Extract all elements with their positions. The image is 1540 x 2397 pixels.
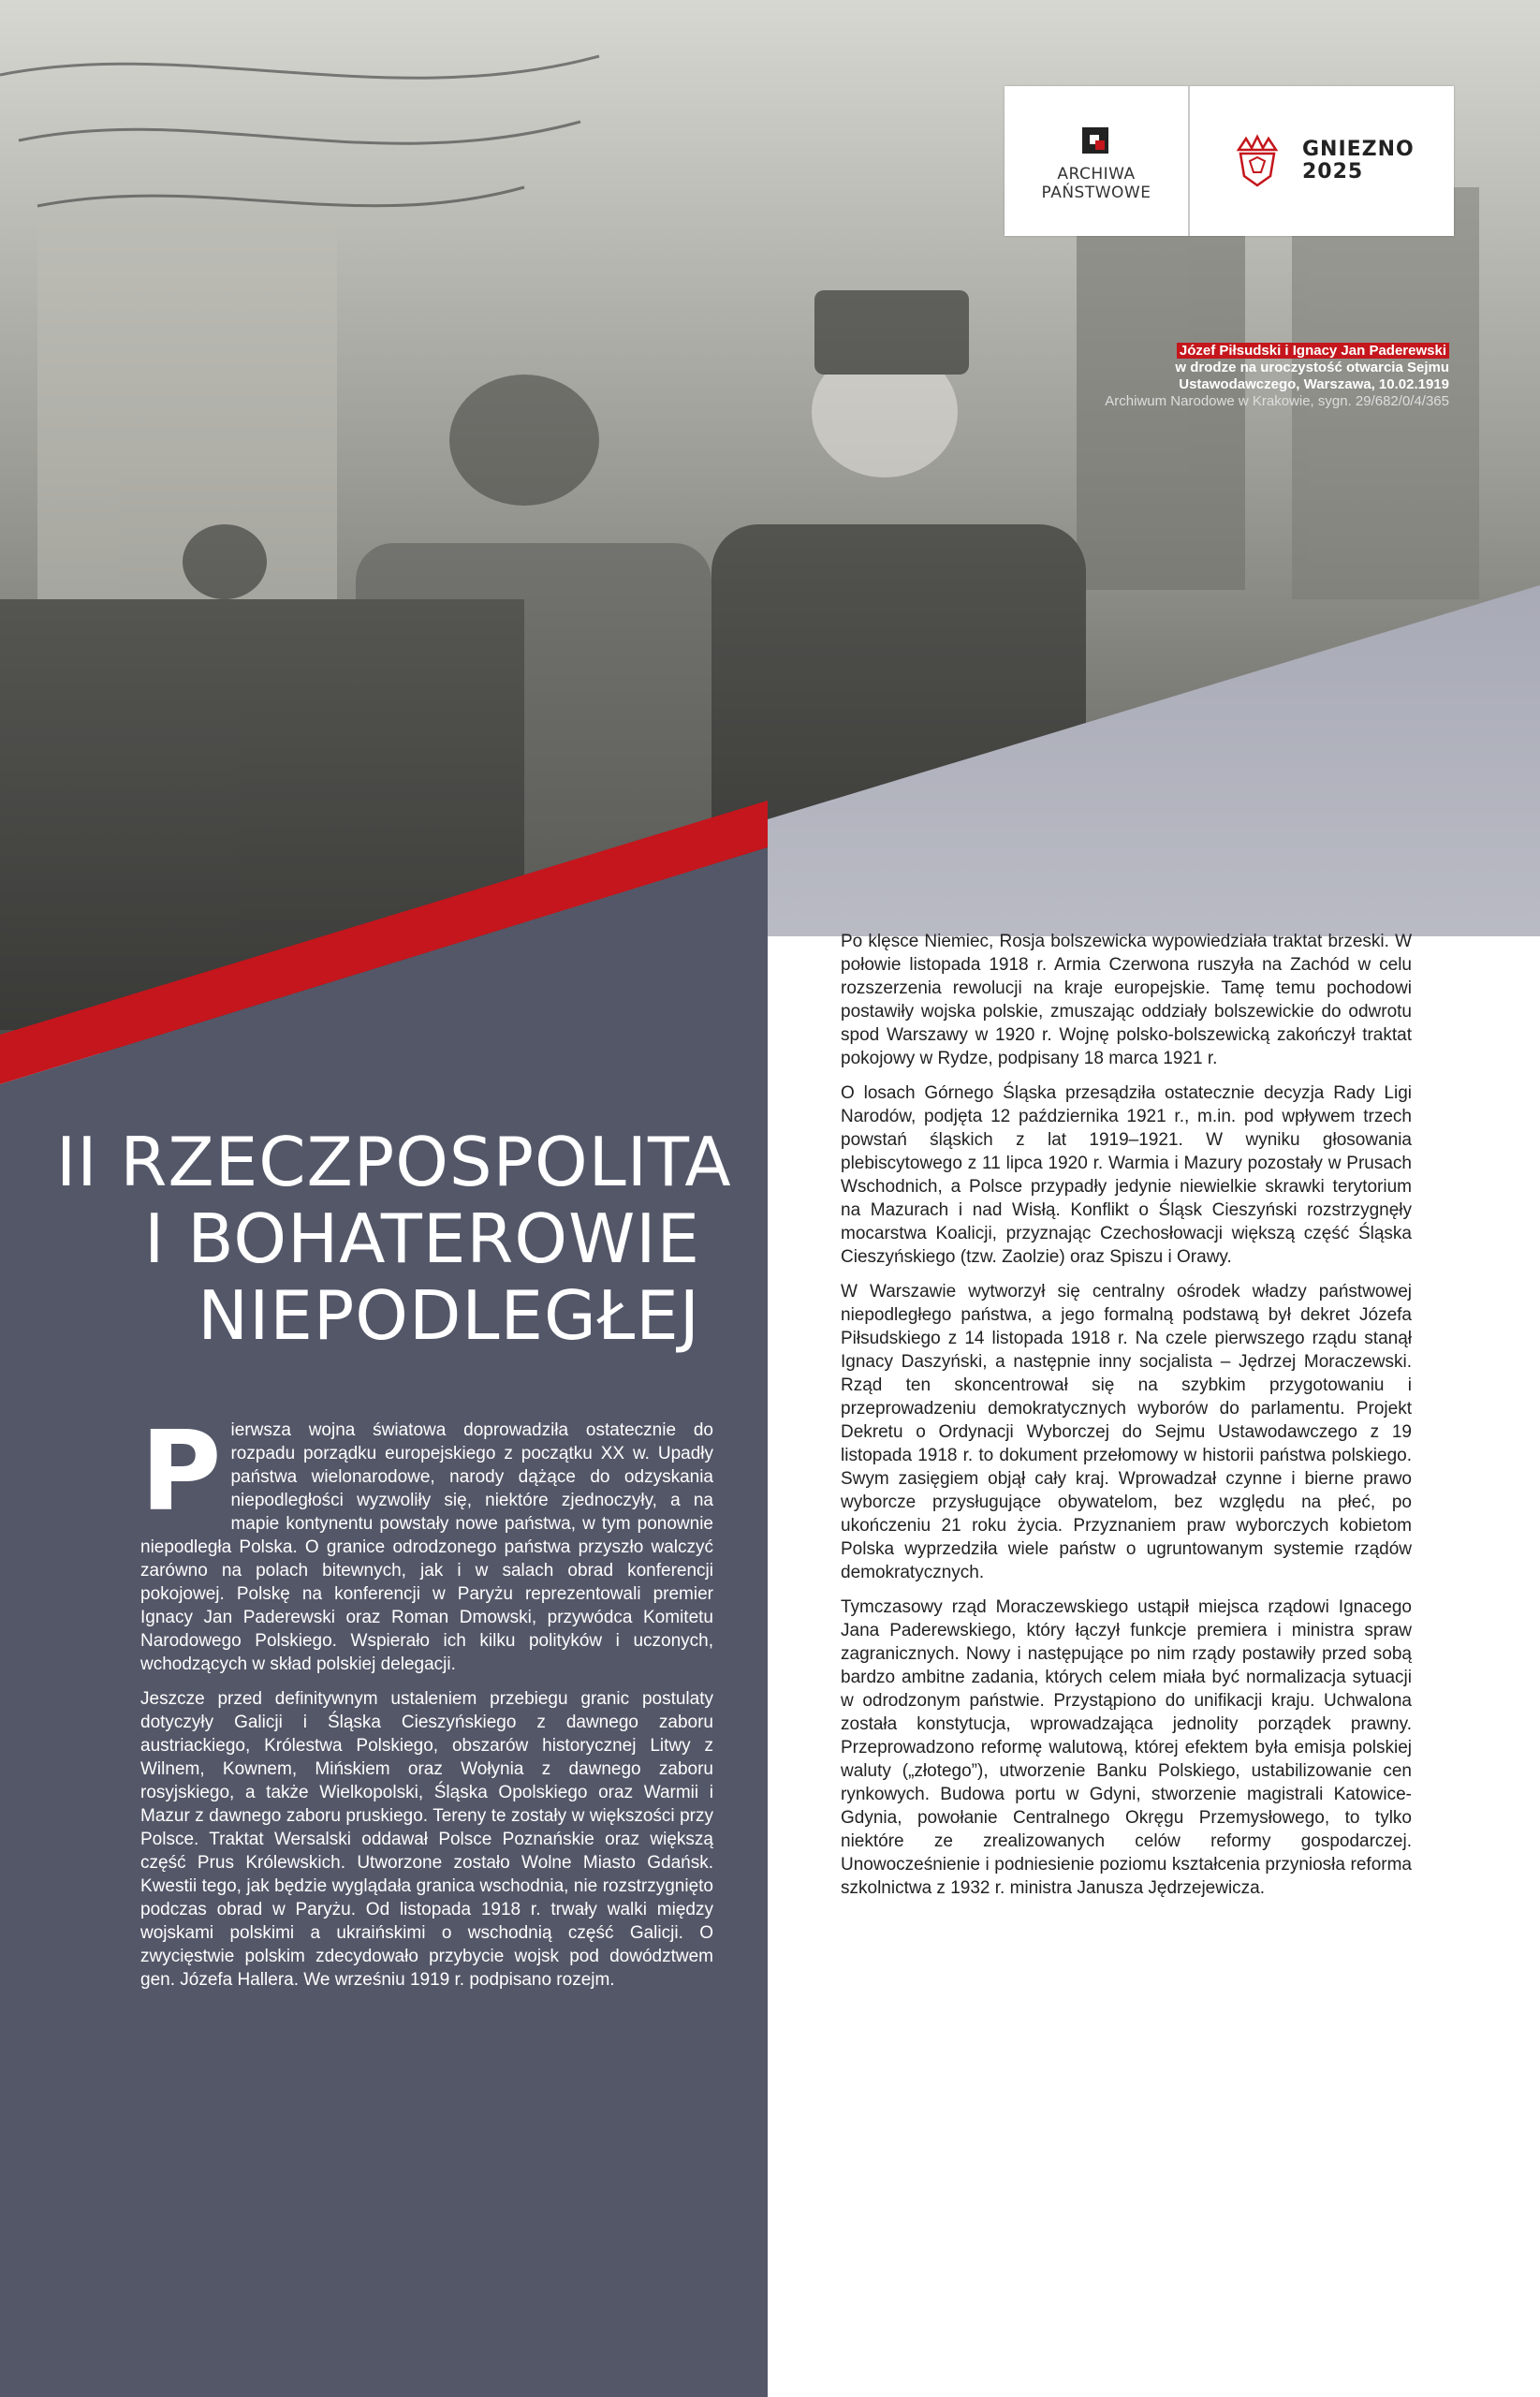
page-title bbox=[56, 1123, 732, 1355]
left-paragraph-1 bbox=[140, 1406, 713, 1676]
right-column-text bbox=[841, 930, 1412, 1911]
caption-title: Józef Piłsudski i Ignacy Jan Paderewski bbox=[1177, 343, 1449, 359]
caption-source: Archiwum Narodowe w Krakowie, sygn. 29/682/0/4/365 bbox=[1105, 393, 1449, 409]
gniezno-label bbox=[1302, 139, 1415, 184]
logo-divider bbox=[1188, 86, 1190, 236]
caption-line-2: w drodze na uroczystość otwarcia Sejmu bbox=[1175, 360, 1449, 375]
right-paragraph-4: Tymczasowy rząd Moraczewskiego ustąpił miejsca rządowi Ignacego Jana Paderewskiego, który łączył funkcje premiera i ministra spraw zagranicznych. Nowy i następujące po nim rządy postawiły przed sobą bardzo ambitne zadania, których celem miała być normalizacja sytuacji w odrodzonym państwie. Przystąpiono do unifikacji kraju. Uchwalona została konstytucja, wprowadzająca jednolity porządek prawny. Przeprowadzono reformę walutową, której efektem była emisja polskiej waluty („złotego”), utworzenie Banku Polskiego, ustabilizowanie cen rynkowych. Budowa portu w Gdyni, stworzenie magistrali Katowice-Gdynia, powołanie Centralnego Okręgu Przemysłowego, to tylko niektóre ze zrealizowanych celów reformy gospodarczej. Unowocześnienie i podniesienie poziomu kształcenia przyniosła reforma szkolnictwa z 1932 r. ministra Janusza Jędrzejewicza. bbox=[841, 1597, 1412, 1898]
caption-line-3: Ustawodawczego, Warszawa, 10.02.1919 bbox=[1179, 376, 1449, 392]
photo-caption bbox=[1075, 343, 1449, 410]
right-paragraph-3: W Warszawie wytworzył się centralny ośrodek władzy państwowej niepodległego państwa, a jego formalną podstawą był dekret Józefa Piłsudskiego z 14 listopada 1918 r. Na czele pierwszego rządu stanął Ignacy Daszyński, a następnie inny socjalista – Jędrzej Moraczewski. Rząd ten skoncentrował się na szybkim przygotowaniu i przeprowadzeniu demokratycznych wyborów do parlamentu. Projekt Dekretu o Ordynacji Wyborczej do Sejmu Ustawodawczego z 19 listopada 1918 r. to dokument przełomowy w historii państwa polskiego. Swym zasięgiem objął cały kraj. Wprowadzał czynne i bierne prawo wyborcze przysługujące obywatelom, bez względu na płeć, po ukończeniu 21 roku życia. Przyznaniem praw wyborczych kobietom Polska wyprzedziła wiele państw o ugruntowanym systemie rządów demokratycznych. bbox=[841, 1282, 1412, 1582]
gniezno-label-line1: GNIEZNO bbox=[1302, 138, 1415, 161]
title-line-1: II RZECZPOSPOLITA bbox=[56, 1123, 732, 1201]
archiwa-logo-icon bbox=[1082, 127, 1108, 154]
logo-panel bbox=[1005, 86, 1454, 236]
gniezno-label-line2: 2025 bbox=[1302, 160, 1364, 184]
left-paragraph-2: Jeszcze przed definitywnym ustaleniem przebiegu granic postulaty dotyczyły Galicji i Śląska Cieszyńskiego z dawnego zaboru austriackiego, Królestwa Polskiego, obszarów historycznej Litwy z Wilnem, Kownem, Mińskiem oraz Wołynia z dawnego zaboru rosyjskiego, a także Wielkopolski, Śląska Opolskiego oraz Warmii i Mazur z dawnego zaboru pruskiego. Tereny te zostały w większości przy Polsce. Traktat Wersalski oddawał Polsce Poznańskie oraz większą część Prus Królewskich. Utworzone zostało Wolne Miasto Gdańsk. Kwestii tego, jak będzie wyglądała granica wschodnia, nie rozstrzygnięto podczas obrad w Paryżu. Od listopada 1918 r. trwały walki między wojskami polskimi a ukraińskimi o wschodnią część Galicji. O zwycięstwie polskim zdecydowało przybycie wojsk pod dowództwem gen. Józefa Hallera. We wrześniu 1919 r. podpisano rozejm. bbox=[140, 1689, 713, 1990]
title-line-3: NIEPODLEGŁEJ bbox=[198, 1276, 700, 1355]
crowned-eagle-icon bbox=[1227, 131, 1287, 191]
archiwa-label-line1: ARCHIWA bbox=[1057, 165, 1136, 184]
left-column-text bbox=[140, 1406, 713, 2003]
archiwa-label bbox=[1005, 165, 1188, 202]
archiwa-label-line2: PAŃSTWOWE bbox=[1041, 184, 1151, 202]
title-line-2: I BOHATEROWIE bbox=[144, 1199, 700, 1278]
right-paragraph-1: Po klęsce Niemiec, Rosja bolszewicka wypowiedziała traktat brzeski. W połowie listopada 1918 r. Armia Czerwona ruszyła na Zachód w celu rozszerzenia rewolucji na kraje europejskie. Tamę temu pochodowi postawiły wojska polskie, zmuszając oddziały bolszewickie do odwrotu spod Warszawy w 1920 r. Wojnę polsko-bolszewicką zakończył traktat pokojowy w Rydze, podpisany 18 marca 1921 r. bbox=[841, 932, 1412, 1068]
right-paragraph-2: O losach Górnego Śląska przesądziła ostatecznie decyzja Rady Ligi Narodów, podjęta 12 października 1921 r., m.in. pod wpływem trzech powstań śląskich z lat 1919–1921. W wyniku głosowania plebiscytowego z 11 lipca 1920 r. Warmia i Mazury pozostały w Prusach Wschodnich, a Polsce przypadły jedynie niewielkie skrawki terytorium na Mazurach i nad Wisłą. Konflikt o Śląsk Cieszyński rozstrzygnęły mocarstwa Koalicji, przyznając Czechosłowacji większą część Śląska Cieszyńskiego (tzw. Zaolzie) oraz Spiszu i Orawy. bbox=[841, 1083, 1412, 1267]
drop-cap: P bbox=[140, 1406, 222, 1536]
left-paragraph-1-body: ierwsza wojna światowa doprowadziła ostatecznie do rozpadu porządku europejskiego z początku XX w. Upadły państwa wielonarodowe, narody dążące do odzyskania niepodległości wyzwoliły się, niektóre zjednoczyły, a na mapie kontynentu powstały nowe państwa, w tym ponownie niepodległa Polska. O granice odrodzonego państwa przyszło walczyć zarówno na polach bitewnych, jak i w salach obrad konferencji pokojowej. Polskę na konferencji w Paryżu reprezentowali premier Ignacy Jan Paderewski oraz Roman Dmowski, przywódca Komitetu Narodowego Polskiego. Wspierało ich kilku polityków i uczonych, wchodzących w skład polskiej delegacji. bbox=[140, 1420, 713, 1674]
